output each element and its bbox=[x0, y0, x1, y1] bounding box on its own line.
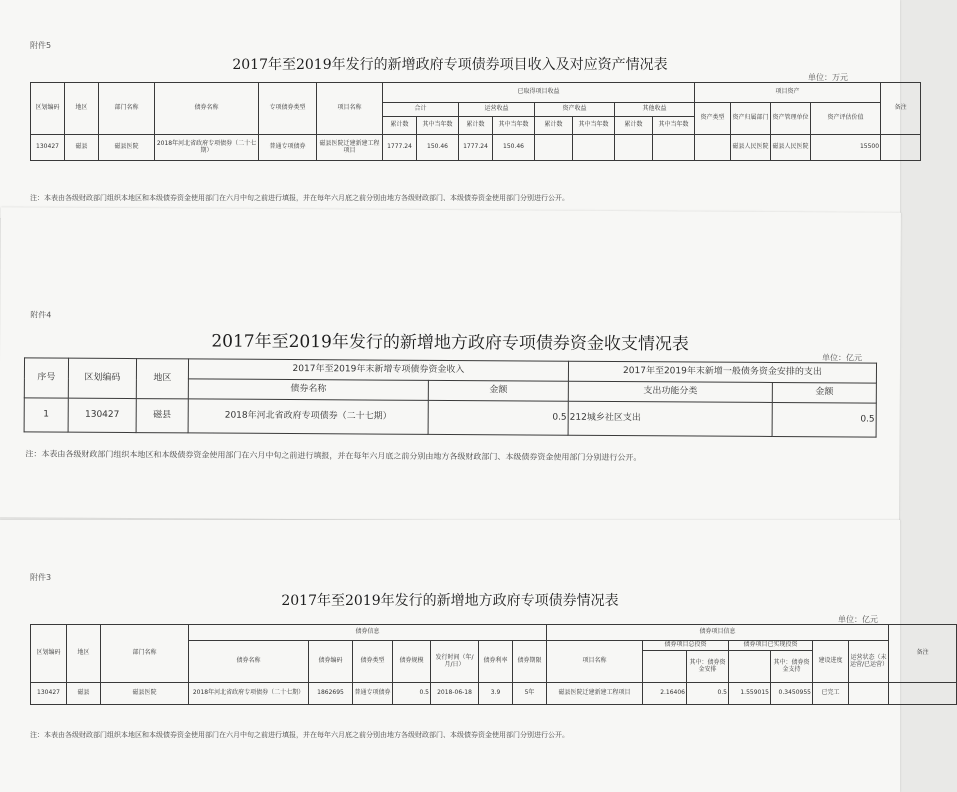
page-title: 2017年至2019年发行的新增地方政府专项债券情况表 bbox=[281, 593, 619, 609]
header-region-code: 区划编码 bbox=[68, 358, 136, 398]
annex-label: 附件5 bbox=[30, 41, 52, 50]
bond-info-table bbox=[30, 624, 957, 705]
header-bond-type: 债券类型 bbox=[353, 641, 393, 683]
cell-of-which-bond2: 0.3450955 bbox=[771, 683, 813, 705]
cell-op-year: 150.46 bbox=[493, 135, 535, 161]
cell-asset-value: 15500 bbox=[811, 135, 881, 161]
cell-asset-mgmt: 磁县人民医院 bbox=[771, 135, 811, 161]
header-dept: 部门名称 bbox=[99, 83, 155, 135]
cell-func-class: 212城乡社区支出 bbox=[568, 401, 772, 436]
header-asset-group: 项目资产 bbox=[695, 83, 881, 103]
header-remark: 备注 bbox=[881, 83, 921, 135]
header-project-name: 项目名称 bbox=[547, 641, 643, 683]
header-project-info: 债券项目信息 bbox=[547, 625, 889, 641]
header-progress: 建设进度 bbox=[813, 641, 849, 683]
cell-issue-date: 2018-06-18 bbox=[431, 683, 479, 705]
header-done-invest: 债券项目已实现投资 bbox=[729, 641, 813, 651]
cell-region: 磁县 bbox=[136, 399, 188, 433]
header-term: 债券期限 bbox=[513, 641, 547, 683]
cell-bond-name: 2018年河北省政府专项债券（二十七期） bbox=[155, 135, 259, 161]
cell-term: 5年 bbox=[513, 683, 547, 705]
header-bond-type: 专项债券类型 bbox=[259, 83, 317, 135]
header-bond-name: 债券名称 bbox=[189, 641, 309, 683]
header-issue-date: 发行时间（年/月/日） bbox=[431, 641, 479, 683]
header-of-which-year: 其中当年数 bbox=[653, 117, 695, 135]
cell-empty bbox=[615, 135, 653, 161]
header-expense-group: 2017年至2019年末新增一般债务资金安排的支出 bbox=[568, 361, 876, 383]
fund-income-expense-table bbox=[24, 357, 877, 437]
cell-code: 130427 bbox=[31, 683, 67, 705]
header-cumulative: 累计数 bbox=[383, 117, 417, 135]
cell-bond-type: 普通专项债券 bbox=[259, 135, 317, 161]
header-cumulative: 累计数 bbox=[459, 117, 493, 135]
footnote: 注：本表由各级财政部门组织本地区和本级债券资金使用部门在六月中旬之前进行填报，并在每年六月底之前分别由地方各级财政部门、本级债券资金使用部门分别进行公开。 bbox=[30, 731, 569, 739]
header-region: 地区 bbox=[136, 359, 188, 399]
header-amount: 金额 bbox=[428, 380, 568, 401]
cell-empty bbox=[653, 135, 695, 161]
cell-total-invest: 2.16406 bbox=[643, 683, 687, 705]
cell-empty bbox=[881, 135, 921, 161]
header-cumulative: 累计数 bbox=[615, 117, 653, 135]
header-of-which-bond: 其中：债券资金安排 bbox=[687, 651, 729, 683]
header-amount2: 金额 bbox=[772, 382, 876, 403]
header-bond-name: 债券名称 bbox=[155, 83, 259, 135]
unit-label: 单位：万元 bbox=[808, 73, 848, 82]
header-income-group: 2017年至2019年末新增专项债券资金收入 bbox=[188, 359, 568, 381]
cell-remark bbox=[889, 683, 957, 705]
header-of-which-year: 其中当年数 bbox=[493, 117, 535, 135]
page-title: 2017年至2019年发行的新增政府专项债券项目收入及对应资产情况表 bbox=[232, 57, 668, 73]
header-cumulative: 累计数 bbox=[535, 117, 573, 135]
table-row bbox=[24, 398, 876, 437]
header-seq: 序号 bbox=[24, 358, 68, 398]
page-title: 2017年至2019年发行的新增地方政府专项债券资金收支情况表 bbox=[211, 331, 689, 355]
cell-amount2: 0.5 bbox=[772, 402, 876, 437]
cell-bond-code: 1862695 bbox=[309, 683, 353, 705]
income-assets-table bbox=[30, 82, 921, 161]
cell-dept: 磁县医院 bbox=[101, 683, 189, 705]
annex-label: 附件4 bbox=[30, 310, 52, 320]
header-region-code: 区划编码 bbox=[31, 625, 67, 683]
header-op-status: 运营状态（未运营/已运营） bbox=[849, 641, 889, 683]
cell-total-year: 150.46 bbox=[417, 135, 459, 161]
header-region: 地区 bbox=[65, 83, 99, 135]
cell-code: 130427 bbox=[68, 398, 136, 432]
cell-project-name: 磁县医院迁建新建工程项目 bbox=[547, 683, 643, 705]
header-subtotal: 合计 bbox=[383, 103, 459, 117]
sheet-annex4 bbox=[0, 207, 901, 522]
header-asset-type: 资产类型 bbox=[695, 103, 731, 135]
header-region-code: 区划编码 bbox=[31, 83, 65, 135]
sheet-annex5 bbox=[0, 0, 907, 218]
header-asset-mgmt: 资产管理单位 bbox=[771, 103, 811, 135]
header-of-which-year: 其中当年数 bbox=[573, 117, 615, 135]
header-func-class: 支出功能分类 bbox=[568, 381, 772, 402]
header-bond-code: 债券编码 bbox=[309, 641, 353, 683]
cell-empty bbox=[695, 135, 731, 161]
footnote: 注：本表由各级财政部门组织本地区和本级债券资金使用部门在六月中旬之前进行填报，并在每年六月底之前分别由地方各级财政部门、本级债券资金使用部门分别进行公开。 bbox=[25, 449, 642, 463]
cell-of-which-bond: 0.5 bbox=[687, 683, 729, 705]
header-bond-name: 债券名称 bbox=[188, 379, 428, 400]
cell-bond-scale: 0.5 bbox=[393, 683, 431, 705]
header-asset-income: 资产收益 bbox=[535, 103, 615, 117]
footnote: 注：本表由各级财政部门组织本地区和本级债券资金使用部门在六月中旬之前进行填报，并在每年六月底之前分别由地方各级财政部门、本级债券资金使用部门分别进行公开。 bbox=[30, 194, 569, 202]
cell-dept: 磁县医院 bbox=[99, 135, 155, 161]
cell-amount: 0.5 bbox=[428, 400, 568, 435]
cell-region: 磁县 bbox=[67, 683, 101, 705]
header-asset-dept: 资产归属部门 bbox=[731, 103, 771, 135]
table-row bbox=[31, 135, 921, 161]
header-asset-value: 资产评估价值 bbox=[811, 103, 881, 135]
header-region: 地区 bbox=[67, 625, 101, 683]
cell-seq: 1 bbox=[24, 398, 68, 432]
cell-asset-dept: 磁县人民医院 bbox=[731, 135, 771, 161]
unit-label: 单位：亿元 bbox=[822, 353, 863, 363]
cell-region: 磁县 bbox=[65, 135, 99, 161]
unit-label: 单位：亿元 bbox=[838, 615, 878, 624]
header-other-income: 其他收益 bbox=[615, 103, 695, 117]
cell-bond-type: 普通专项债券 bbox=[353, 683, 393, 705]
annex-label: 附件3 bbox=[30, 573, 52, 582]
header-bond-info: 债券信息 bbox=[189, 625, 547, 641]
cell-op-cum: 1777.24 bbox=[459, 135, 493, 161]
header-dept: 部门名称 bbox=[101, 625, 189, 683]
header-total-invest: 债券项目总投资 bbox=[643, 641, 729, 651]
sheet-annex3 bbox=[0, 520, 929, 792]
header-of-which-year: 其中当年数 bbox=[417, 117, 459, 135]
cell-done-invest: 1.559015 bbox=[729, 683, 771, 705]
cell-bond-name: 2018年河北省政府专项债券（二十七期） bbox=[188, 399, 428, 434]
header-income-group: 已取得项目收益 bbox=[383, 83, 695, 103]
cell-empty bbox=[643, 651, 687, 683]
header-operating: 运营收益 bbox=[459, 103, 535, 117]
header-rate: 债券利率 bbox=[479, 641, 513, 683]
cell-empty bbox=[573, 135, 615, 161]
header-project: 项目名称 bbox=[317, 83, 383, 135]
cell-total-cum: 1777.24 bbox=[383, 135, 417, 161]
cell-progress: 已完工 bbox=[813, 683, 849, 705]
cell-project: 磁县医院迁建新建工程项目 bbox=[317, 135, 383, 161]
cell-rate: 3.9 bbox=[479, 683, 513, 705]
cell-op-status bbox=[849, 683, 889, 705]
header-bond-scale: 债券规模 bbox=[393, 641, 431, 683]
cell-code: 130427 bbox=[31, 135, 65, 161]
table-row bbox=[31, 683, 957, 705]
cell-empty bbox=[729, 651, 771, 683]
cell-bond-name: 2018年河北省政府专项债券（二十七期） bbox=[189, 683, 309, 705]
cell-empty bbox=[535, 135, 573, 161]
header-remark: 备注 bbox=[889, 625, 957, 683]
header-of-which-bond2: 其中：债券资金支持 bbox=[771, 651, 813, 683]
